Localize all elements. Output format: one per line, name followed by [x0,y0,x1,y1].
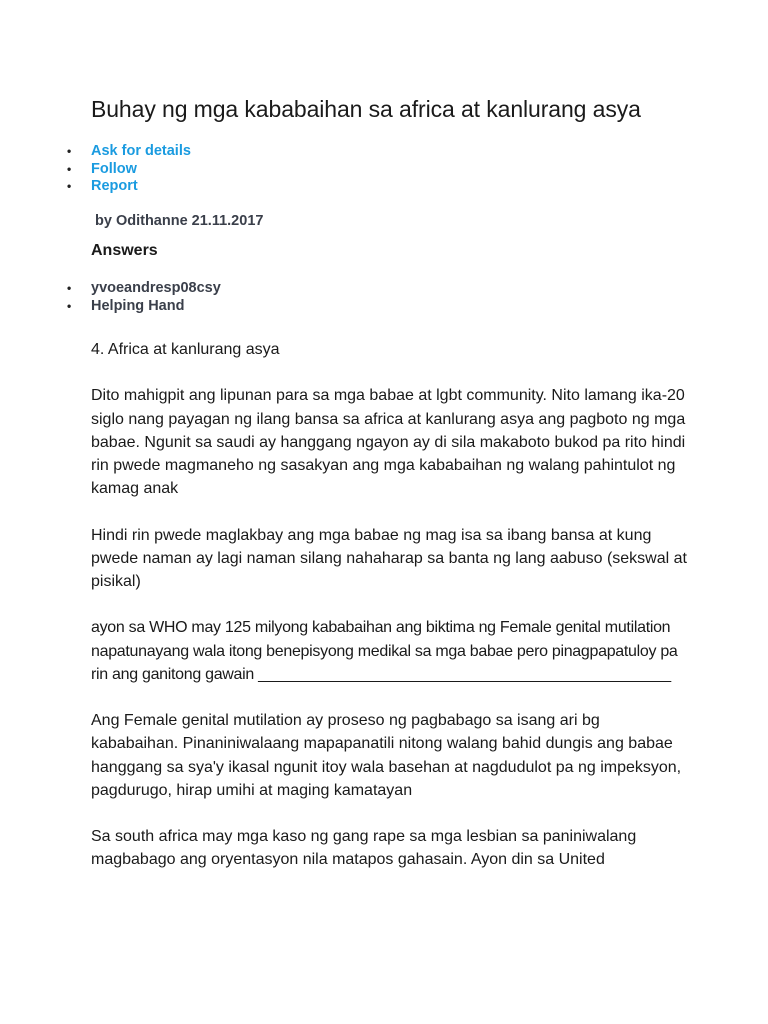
answer-paragraph: Sa south africa may mga kaso ng gang rape sa mga lesbian sa paniniwalang magbabago ang oryentasyon nila matapos gahasain. Ayon din sa United [91,828,637,869]
answer-meta-item [67,298,221,316]
answer-paragraph: ayon sa WHO may 125 milyong kababaihan ang biktima ng Female genital mutilation napatunayang wala itong benepisyong medikal sa mga babae pero pinagpapatuloy pa rin ang ganitong gawain ________________________________________________ [91,619,678,683]
answer-meta-list [67,280,221,315]
answer-author-rank: Helping Hand [91,297,185,314]
bullet-icon: • [67,161,72,176]
answers-heading: Answers [91,242,158,259]
answer-meta-item [67,280,221,298]
answer-paragraph: Hindi rin pwede maglakbay ang mga babae ng mag isa sa ibang bansa at kung pwede naman ay lagi naman silang nahaharap sa banta ng lang aabuso (sekswal at pisikal) [91,526,687,590]
bullet-icon: • [67,144,72,158]
action-item-report [67,178,191,196]
question-title: Buhay ng mga kababaihan sa africa at kanlurang asya [91,96,641,122]
action-item-ask-for-details [67,143,191,161]
question-actions-list [67,143,191,196]
answer-paragraph: 4. Africa at kanlurang asya [91,341,280,358]
ask-for-details-link[interactable]: Ask for details [91,143,191,159]
action-item-follow [67,161,191,179]
answer-paragraph: Dito mahigpit ang lipunan para sa mga babae at lgbt community. Nito lamang ika-20 siglo nang payagan ng ilang bansa sa africa at kanlurang asya ang pagboto ng mga babae. Ngunit sa saudi ay hanggang ngayon ay di sila makaboto bukod pa rito hindi rin pwede magmaneho ng sasakyan ang mga kababaihan ng walang pahintulot ng kamag anak [91,387,686,498]
answer-body [91,338,691,872]
question-byline: by Odithanne 21.11.2017 [95,213,264,229]
answer-author: yvoeandresp08csy [91,280,221,296]
bullet-icon: • [67,281,72,295]
bullet-icon: • [67,179,72,194]
report-link[interactable]: Report [91,178,138,195]
bullet-icon: • [67,298,72,313]
follow-link[interactable]: Follow [91,160,137,177]
answer-paragraph: Ang Female genital mutilation ay proseso ng pagbabago sa isang ari bg kababaihan. Pinaniniwalaang mapapanatili nitong walang bahid dungis ang babae hanggang sa sya'y ikasal ngunit itoy wala basehan at nagdudulot pa ng impeksyon, pagdurugo, hirap umihi at maging kamatayan [91,712,682,799]
